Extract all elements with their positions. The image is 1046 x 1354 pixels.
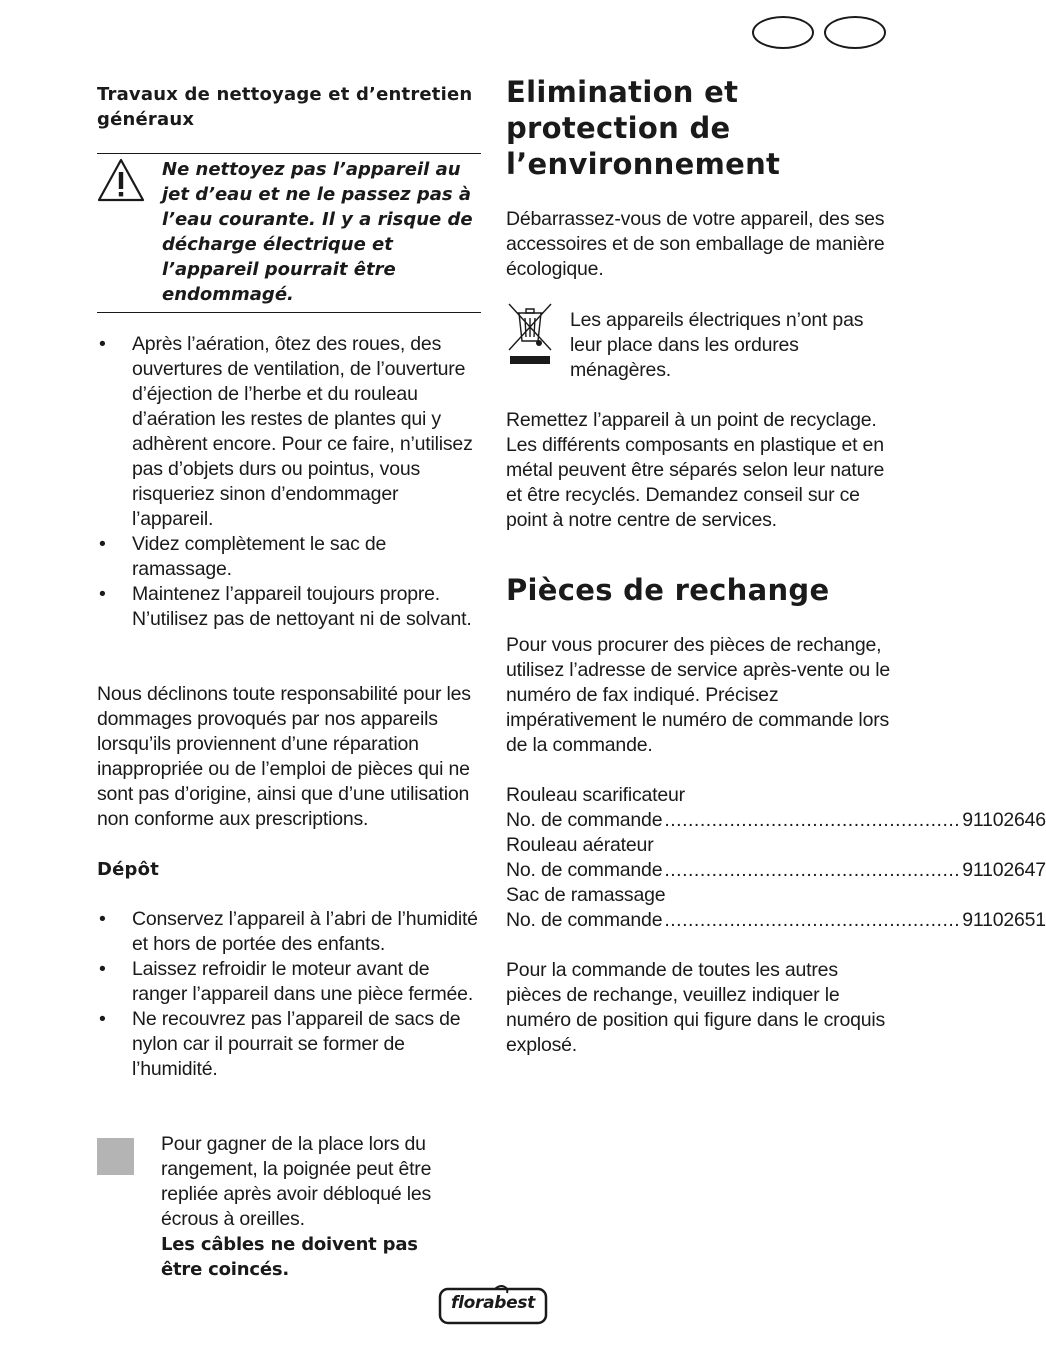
order-label: No. de commande [506, 859, 663, 881]
weee-text: Les appareils électriques n’ont pas leur place dans les ordures ménagères. [570, 309, 864, 381]
warning-triangle-icon [97, 157, 145, 203]
order-number: 91102651 [962, 909, 1046, 931]
part-name: Sac de ramassage [506, 884, 666, 906]
recycling-paragraph: Remettez l’appareil à un point de recyclage. Les différents composants en plastique et en métal peuvent être séparés selon leur nature et être recyclés. Demandez conseil sur ce point à notre centre de services. [506, 409, 885, 531]
storage-list-block [97, 907, 481, 1082]
part-order-row [506, 808, 1046, 833]
closing-paragraph: Pour la commande de toutes les autres pièces de rechange, veuillez indiquer le numéro de position qui figure dans le croquis explosé. [506, 959, 886, 1056]
list-item: • Ne recouvrez pas l’appareil de sacs de nylon car il pourrait se former de l’humidité. [97, 1007, 481, 1082]
warning-text: Ne nettoyez pas l’appareil au jet d’eau et ne le passez pas à l’eau courante. Il y a risque de décharge électrique et l’appareil pourrait être endommagé. [162, 159, 473, 305]
leader-dots: .................................................. [664, 809, 961, 831]
logo-text: florabest [450, 1293, 535, 1313]
parts-list [506, 783, 1046, 933]
list-item: • Conservez l’appareil à l’abri de l’humidité et hors de portée des enfants. [97, 907, 481, 957]
disposal-paragraph: Débarrassez-vous de votre appareil, des ses accessoires et de son emballage de manière écologique. [506, 208, 885, 280]
part-name: Rouleau scarificateur [506, 784, 685, 806]
order-label: No. de commande [506, 909, 663, 931]
part-order-row [506, 908, 1046, 933]
note-text: Pour gagner de la place lors du rangement, la poignée peut être repliée après avoir débloqué les écrous à oreilles. [161, 1133, 432, 1230]
heading-disposal: Elimination et protection de l’environnement [506, 75, 781, 181]
warning-box [97, 153, 481, 313]
part-order-row [506, 858, 1046, 883]
heading-spare-parts: Pièces de rechange [506, 573, 830, 607]
liability-paragraph: Nous déclinons toute responsabilité pour les dommages provoqués par nos appareils lorsqu’ils proviennent d’une réparation inappropriée ou de l’emploi de pièces qui ne sont pas d’origine, ainsi que d’une utilisation non conforme aux prescriptions. [97, 683, 471, 830]
gray-square-icon [97, 1138, 134, 1175]
order-label: No. de commande [506, 809, 663, 831]
leader-dots: .................................................. [664, 859, 961, 881]
list-item: • Laissez refroidir le moteur avant de ranger l’appareil dans une pièce fermée. [97, 957, 481, 1007]
spare-intro-paragraph: Pour vous procurer des pièces de rechange, utilisez l’adresse de service après-vente ou le numéro de fax indiqué. Précisez impérativement le numéro de commande lors de la commande. [506, 634, 891, 756]
note-block [161, 1132, 461, 1282]
language-badge-2 [824, 16, 886, 49]
cleaning-list [97, 332, 481, 632]
list-item: • Maintenez l’appareil toujours propre. N’utilisez pas de nettoyant ni de solvant. [97, 582, 481, 632]
leader-dots: .................................................. [664, 909, 961, 931]
order-number: 91102646 [962, 809, 1046, 831]
florabest-logo [437, 1285, 549, 1327]
section-title-cleaning: Travaux de nettoyage et d’entretien généraux [97, 84, 473, 130]
section-title-storage: Dépôt [97, 859, 160, 880]
language-badge-1 [752, 16, 814, 49]
cleaning-list-block [97, 332, 481, 632]
order-number: 91102647 [962, 859, 1046, 881]
storage-list [97, 907, 481, 1082]
list-item: • Après l’aération, ôtez des roues, des ouvertures de ventilation, de l’ouverture d’éjection de l’herbe et du rouleau d’aération les restes de plantes qui y adhèrent encore. Pour ce faire, n’utilisez pas d’objets durs ou pointus, vous risqueriez sinon d’endommager l’appareil. [97, 332, 481, 532]
part-name: Rouleau aérateur [506, 834, 654, 856]
list-item: • Videz complètement le sac de ramassage. [97, 532, 481, 582]
crossed-out-wheelie-bin-icon [506, 301, 554, 367]
note-bold-text: Les câbles ne doivent pas être coincés. [161, 1234, 418, 1280]
